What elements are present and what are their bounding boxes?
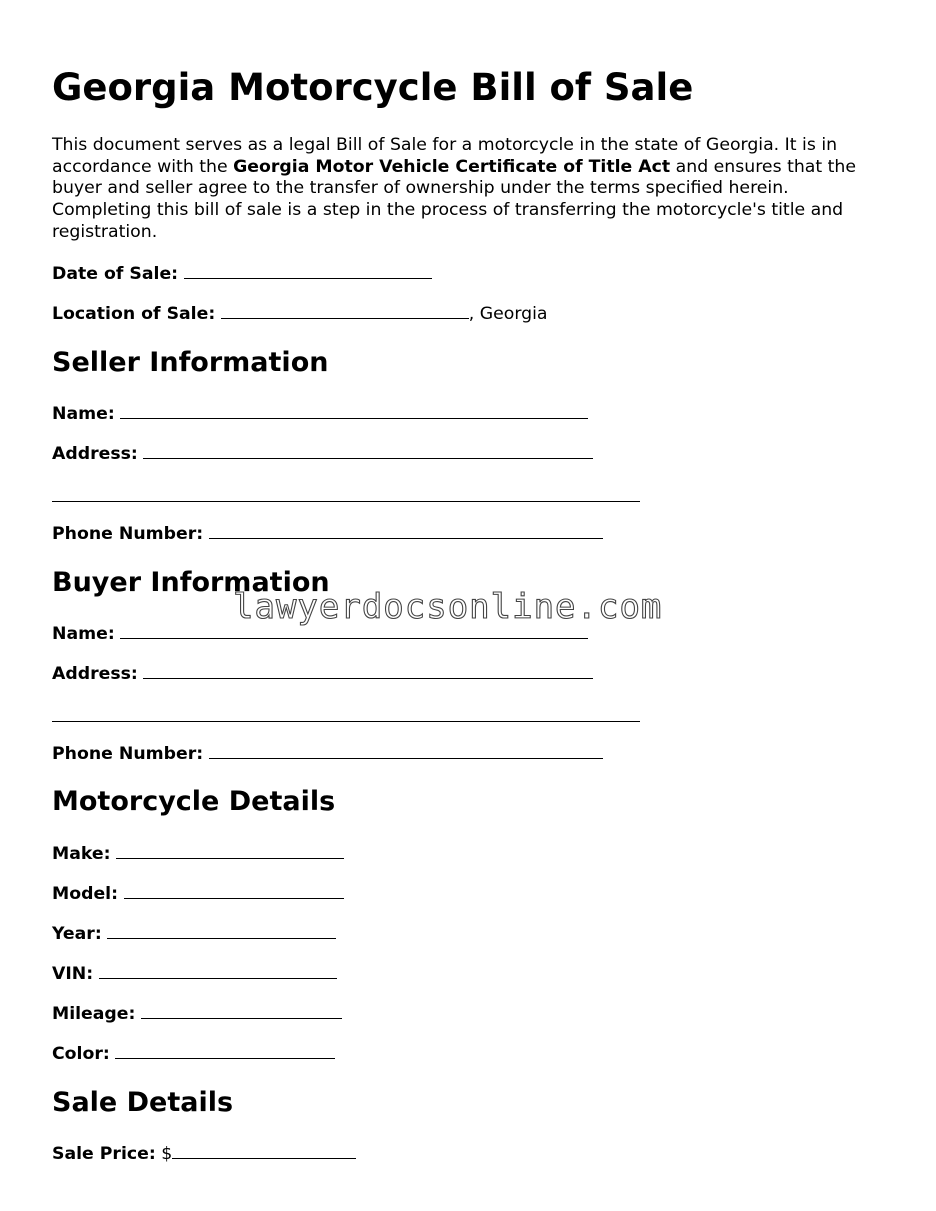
seller-name-field (52, 403, 588, 425)
seller-phone-field (52, 523, 603, 545)
intro-text-2: and ensures that the buyer and seller agree to the transfer of ownership under the terms specified herein. Completing this bill of sale is a step in the process of transferring the motorcycle's title and registration. (52, 156, 857, 242)
date-of-sale-field (52, 263, 432, 285)
date-of-sale-label: Date of Sale: (52, 264, 179, 284)
sale-price-field (52, 1143, 356, 1165)
year-label: Year: (52, 924, 102, 944)
location-suffix: , Georgia (468, 304, 548, 324)
color-label: Color: (52, 1044, 110, 1064)
model-blank[interactable] (124, 883, 344, 899)
model-field (52, 883, 344, 905)
currency-symbol: $ (161, 1144, 173, 1164)
make-label: Make: (52, 844, 111, 864)
mileage-blank[interactable] (141, 1003, 342, 1019)
buyer-name-blank[interactable] (120, 623, 588, 639)
seller-phone-blank[interactable] (209, 523, 603, 539)
location-of-sale-label: Location of Sale: (52, 304, 216, 324)
buyer-address-field (52, 663, 593, 685)
buyer-heading: Buyer Information (52, 567, 330, 598)
mileage-label: Mileage: (52, 1004, 136, 1024)
make-blank[interactable] (116, 843, 344, 859)
sale-price-blank[interactable] (172, 1143, 356, 1159)
year-blank[interactable] (107, 923, 336, 939)
vin-blank[interactable] (99, 963, 337, 979)
buyer-phone-label: Phone Number: (52, 744, 204, 764)
buyer-phone-field (52, 743, 603, 765)
mileage-field (52, 1003, 342, 1025)
date-of-sale-blank[interactable] (184, 263, 432, 279)
intro-text-1: This document serves as a legal Bill of Sale for a motorcycle in the state of Georgia. It is in accordance with the (52, 135, 838, 177)
seller-address-line-2[interactable] (52, 501, 640, 502)
motorcycle-heading: Motorcycle Details (52, 786, 336, 817)
buyer-address-label: Address: (52, 664, 138, 684)
vin-label: VIN: (52, 964, 94, 984)
location-of-sale-field (52, 303, 548, 325)
seller-address-label: Address: (52, 444, 138, 464)
watermark-text: lawyerdocsonline.com (233, 587, 663, 627)
intro-act-name: Georgia Motor Vehicle Certificate of Title Act (233, 156, 671, 177)
vin-field (52, 963, 337, 985)
buyer-name-label: Name: (52, 624, 115, 644)
buyer-address-line-2[interactable] (52, 721, 640, 722)
seller-name-label: Name: (52, 404, 115, 424)
seller-address-blank[interactable] (143, 443, 593, 459)
buyer-name-field (52, 623, 588, 645)
buyer-phone-blank[interactable] (209, 743, 603, 759)
seller-phone-label: Phone Number: (52, 524, 204, 544)
model-label: Model: (52, 884, 118, 904)
seller-name-blank[interactable] (120, 403, 588, 419)
page-title: Georgia Motorcycle Bill of Sale (52, 66, 694, 109)
seller-heading: Seller Information (52, 347, 329, 378)
intro-paragraph (52, 135, 892, 244)
location-of-sale-blank[interactable] (221, 303, 469, 319)
buyer-address-blank[interactable] (143, 663, 593, 679)
sale-details-heading: Sale Details (52, 1087, 234, 1118)
color-field (52, 1043, 335, 1065)
make-field (52, 843, 344, 865)
year-field (52, 923, 336, 945)
seller-address-field (52, 443, 593, 465)
sale-price-label: Sale Price: (52, 1144, 156, 1164)
color-blank[interactable] (115, 1043, 335, 1059)
